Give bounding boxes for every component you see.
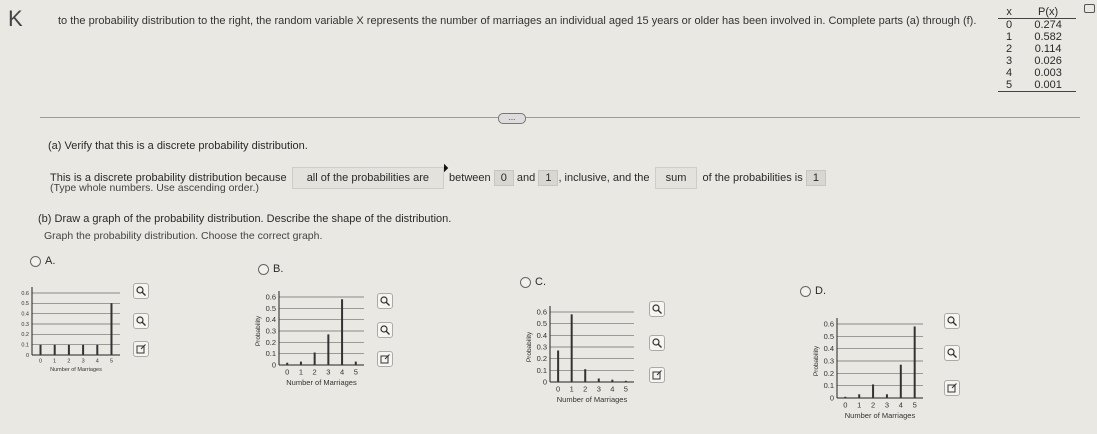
y-tick-label: 0.4 [823, 344, 834, 354]
y-tick-label: 0.1 [265, 349, 276, 359]
radio-option-a[interactable] [30, 256, 41, 267]
copy-table-icon[interactable] [1084, 4, 1095, 13]
table-row [998, 55, 1076, 67]
y-tick-label: 0.2 [536, 354, 547, 364]
zoom-out-icon[interactable] [944, 345, 960, 361]
radio-option-c[interactable] [520, 277, 531, 288]
y-tick-label: 0.3 [823, 356, 834, 366]
zoom-in-icon[interactable] [133, 283, 149, 299]
y-axis-label: Probability [526, 331, 533, 363]
bar [314, 353, 316, 365]
probability-table [998, 6, 1076, 92]
dropdown-value: all of the probabilities are [306, 172, 429, 184]
bar [872, 384, 874, 398]
y-tick-label: 0 [542, 377, 547, 387]
bar [571, 314, 573, 382]
zoom-in-icon[interactable] [944, 313, 960, 329]
y-tick-label: 0 [829, 393, 834, 403]
bar [40, 345, 42, 355]
option-label: C. [535, 276, 546, 288]
bar [914, 326, 916, 398]
bar [844, 397, 846, 398]
y-tick-label: 0.5 [265, 303, 276, 313]
x-tick-label: 4 [610, 384, 615, 394]
option-label: B. [273, 263, 284, 275]
table-cell-x: 3 [1006, 55, 1013, 67]
y-tick-label: 0.2 [265, 337, 276, 347]
radio-option-d[interactable] [800, 286, 811, 297]
x-tick-label: 4 [898, 400, 903, 410]
table-cell-p: 0.003 [1034, 67, 1062, 79]
option-label: A. [45, 255, 56, 267]
bar [625, 381, 627, 382]
zoom-in-icon[interactable] [649, 301, 665, 317]
input-sum-value[interactable]: 1 [806, 170, 826, 186]
zoom-in-icon[interactable] [377, 293, 393, 309]
bar [327, 334, 329, 365]
y-tick-label: 0.1 [823, 381, 834, 391]
x-tick-label: 0 [38, 358, 43, 365]
x-tick-label: 3 [884, 400, 890, 410]
table-cell-p: 0.001 [1020, 79, 1076, 92]
popout-icon[interactable] [377, 351, 393, 367]
y-axis-label: Probability [255, 315, 262, 347]
zoom-out-icon[interactable] [377, 322, 393, 338]
part-a-hint: (Type whole numbers. Use ascending order.) [50, 182, 259, 194]
y-axis-label: Probability [813, 345, 820, 377]
problem-prompt: to the probability distribution to the right, the random variable X represents the number of marriages an individual aged 15 years or older has been involved in. Complete parts (a) through (f). [58, 15, 977, 27]
x-tick-label: 2 [583, 384, 588, 394]
table-cell-p: 0.026 [1034, 55, 1062, 67]
option-c[interactable] [520, 276, 546, 288]
popout-icon[interactable] [649, 367, 665, 383]
table-cell-p: 0.114 [1034, 43, 1062, 55]
y-tick-label: 0.6 [536, 307, 547, 317]
popout-icon[interactable] [944, 380, 960, 396]
bar [341, 299, 343, 365]
option-label: D. [815, 285, 826, 297]
option-d[interactable] [800, 285, 826, 297]
x-tick-label: 5 [353, 367, 358, 377]
x-tick-label: 5 [912, 400, 917, 410]
table-cell-x: 4 [1006, 67, 1013, 79]
expand-more-button[interactable]: ... [498, 113, 526, 124]
input-upper-bound[interactable]: 1 [538, 170, 558, 186]
x-tick-label: 1 [857, 400, 862, 410]
y-tick-label: 0.1 [21, 342, 29, 349]
bar [557, 351, 559, 383]
bar [584, 369, 586, 382]
bar [286, 363, 288, 365]
text-between: between [449, 172, 491, 184]
x-tick-label: 2 [67, 358, 71, 365]
y-tick-label: 0.4 [536, 330, 547, 340]
part-b-question: (b) Draw a graph of the probability distribution. Describe the shape of the distribution. [38, 213, 452, 225]
text-inclusive: , inclusive, and the [558, 172, 650, 184]
chart-option-c [520, 300, 645, 420]
text-of-probabilities: of the probabilities is [702, 172, 803, 184]
chart-option-d [805, 310, 935, 434]
y-tick-label: 0.4 [265, 315, 276, 325]
text-and: and [516, 172, 536, 184]
y-tick-label: 0 [271, 360, 276, 370]
y-tick-label: 0.5 [536, 319, 547, 329]
zoom-out-icon[interactable] [649, 335, 665, 351]
bar [355, 362, 357, 365]
x-tick-label: 0 [285, 367, 290, 377]
table-cell-x: 5 [998, 79, 1020, 92]
y-tick-label: 0.5 [823, 331, 834, 341]
chart-option-a [18, 275, 133, 385]
x-tick-label: 5 [623, 384, 628, 394]
x-tick-label: 5 [109, 358, 114, 365]
y-tick-label: 0.3 [21, 321, 29, 328]
input-lower-bound[interactable]: 0 [494, 170, 514, 186]
bar [886, 394, 888, 398]
y-tick-label: 0.3 [536, 342, 547, 352]
table-row [998, 67, 1076, 79]
x-tick-label: 1 [298, 367, 304, 377]
x-axis-label: Number of Marriages [50, 367, 102, 373]
x-tick-label: 2 [312, 367, 317, 377]
chart-option-b [255, 287, 370, 405]
x-axis-label: Number of Marriages [286, 378, 357, 387]
popout-icon[interactable] [133, 341, 149, 357]
table-cell-x: 1 [1006, 31, 1013, 43]
table-header-x: x [998, 6, 1020, 19]
x-tick-label: 1 [53, 358, 57, 365]
back-arrow-icon[interactable]: K [8, 6, 23, 31]
table-row [998, 19, 1076, 32]
bar [68, 345, 70, 355]
table-row [998, 79, 1076, 92]
x-tick-label: 2 [870, 400, 876, 410]
y-tick-label: 0.1 [536, 365, 547, 375]
dropdown-arrow-icon [440, 164, 448, 172]
table-cell-x: 0 [1006, 19, 1013, 31]
y-tick-label: 0.3 [265, 326, 276, 336]
y-tick-label: 0.5 [21, 301, 29, 308]
x-tick-label: 4 [339, 367, 345, 377]
bar [858, 394, 860, 398]
x-axis-label: Number of Marriages [556, 395, 628, 404]
section-divider [40, 117, 1080, 118]
x-tick-label: 0 [556, 384, 561, 394]
x-tick-label: 1 [569, 384, 574, 394]
option-a[interactable] [30, 255, 55, 267]
bar [300, 362, 302, 365]
y-tick-label: 0.2 [21, 332, 29, 339]
x-tick-label: 0 [843, 400, 848, 410]
dropdown-value: sum [665, 172, 687, 184]
table-header-px: P(x) [1020, 6, 1076, 19]
table-cell-p: 0.274 [1034, 19, 1062, 31]
bar [900, 365, 902, 398]
graph-instruction: Graph the probability distribution. Choose the correct graph. [44, 230, 323, 242]
zoom-out-icon[interactable] [133, 313, 149, 329]
bar [110, 303, 112, 355]
table-cell-p: 0.582 [1034, 31, 1062, 43]
part-a-question: (a) Verify that this is a discrete probability distribution. [48, 140, 308, 152]
x-tick-label: 3 [326, 367, 331, 377]
x-tick-label: 4 [95, 358, 99, 365]
bar [82, 345, 84, 355]
y-tick-label: 0.6 [21, 290, 29, 297]
y-tick-label: 0.6 [823, 319, 834, 329]
bar [96, 345, 98, 355]
y-tick-label: 0.6 [265, 292, 276, 302]
x-tick-label: 3 [81, 358, 85, 365]
dropdown-probabilities[interactable] [292, 167, 444, 189]
y-tick-label: 0.2 [823, 368, 834, 378]
table-row [998, 31, 1076, 43]
option-b[interactable] [258, 263, 283, 275]
y-tick-label: 0.4 [21, 311, 29, 318]
bar [611, 380, 613, 382]
radio-option-b[interactable] [258, 264, 269, 275]
y-tick-label: 0 [25, 352, 29, 359]
x-axis-label: Number of Marriages [844, 411, 916, 420]
dropdown-sum[interactable] [655, 167, 698, 189]
answer-sentence-start: This is a discrete probability distribution because [50, 172, 287, 184]
bar [598, 379, 600, 383]
x-tick-label: 3 [596, 384, 601, 394]
bar [54, 345, 56, 355]
table-row [998, 43, 1076, 55]
table-cell-x: 2 [1006, 43, 1013, 55]
